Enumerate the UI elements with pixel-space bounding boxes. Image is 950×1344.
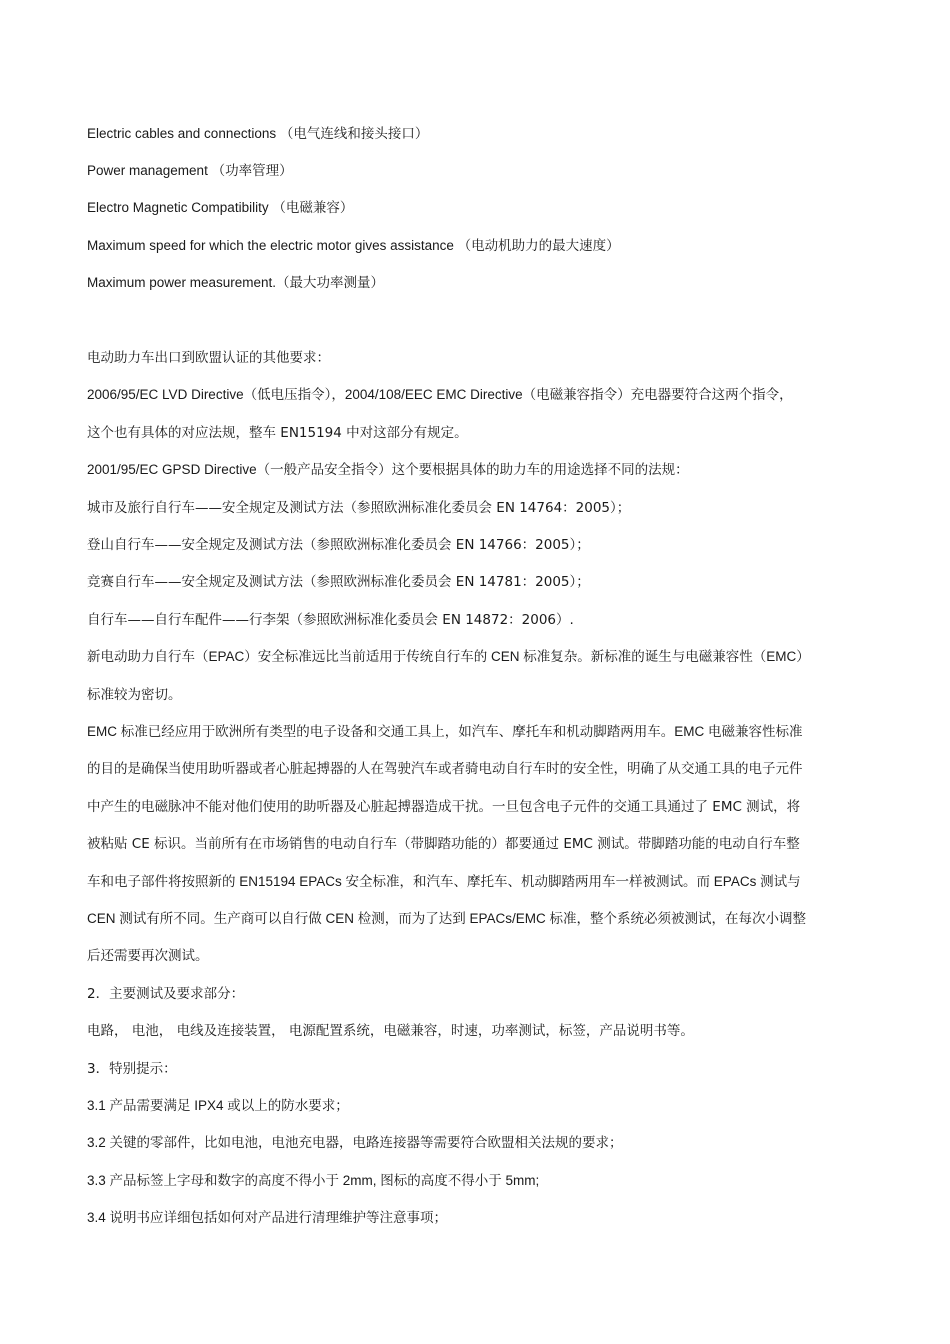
text-line-mountain-bike: 登山自行车——安全规定及测试方法（参照欧洲标准化委员会 EN 14766：2005）； xyxy=(87,537,590,553)
note-item-3-3: 3.3 产品标签上字母和数字的高度不得小于 2mm, 图标的高度不得小于 5mm; xyxy=(87,1173,540,1188)
section-heading-other-requirements: 电动助力车出口到欧盟认证的其他要求： xyxy=(87,350,330,366)
paragraph-emc-line-7: 后还需要再次测试。 xyxy=(87,948,209,964)
text-line-epac-standard-cont: 标准较为密切。 xyxy=(87,687,182,703)
text-line-luggage-rack: 自行车——自行车配件——行李架（参照欧洲标准化委员会 EN 14872：2006）. xyxy=(87,612,574,628)
paragraph-emc-line-5: 车和电子部件将按照新的 EN15194 EPACs 安全标准，和汽车、摩托车、机动脚踏两用车一样被测试。而 EPACs 测试与 xyxy=(87,874,801,889)
paragraph-emc-line-3: 中产生的电磁脉冲不能对他们使用的助听器及心脏起搏器造成干扰。一旦包含电子元件的交通工具通过了 EMC 测试，将 xyxy=(87,799,801,815)
text-line-city-bike: 城市及旅行自行车——安全规定及测试方法（参照欧洲标准化委员会 EN 14764：2005）； xyxy=(87,500,631,516)
text-line-en15194-note: 这个也有具体的对应法规，整车 EN15194 中对这部分有规定。 xyxy=(87,425,468,441)
note-item-3-1: 3.1 产品需要满足 IPX4 或以上的防水要求； xyxy=(87,1098,349,1113)
section-heading-special-notes: 3．特别提示： xyxy=(87,1061,177,1077)
text-line-lvd-emc-directive: 2006/95/EC LVD Directive（低电压指令），2004/108/EEC EMC Directive（电磁兼容指令）充电器要符合这两个指令， xyxy=(87,387,793,402)
paragraph-emc-line-4: 被粘贴 CE 标识。当前所有在市场销售的电动自行车（带脚踏功能的）都要通过 EMC 测试。带脚踏功能的电动自行车整 xyxy=(87,836,800,852)
text-line-emc: Electro Magnetic Compatibility （电磁兼容） xyxy=(87,200,354,215)
text-line-cables: Electric cables and connections （电气连线和接头接口） xyxy=(87,126,429,141)
paragraph-emc-line-6: CEN 测试有所不同。生产商可以自行做 CEN 检测，而为了达到 EPACs/EMC 标准，整个系统必须被测试，在每次小调整 xyxy=(87,911,807,926)
text-line-max-speed: Maximum speed for which the electric motor gives assistance （电动机助力的最大速度） xyxy=(87,238,620,253)
text-line-max-power: Maximum power measurement.（最大功率测量） xyxy=(87,275,385,290)
section-heading-main-tests: 2．主要测试及要求部分： xyxy=(87,986,245,1002)
text-line-gpsd-directive: 2001/95/EC GPSD Directive（一般产品安全指令）这个要根据具体的助力车的用途选择不同的法规： xyxy=(87,462,689,477)
paragraph-emc-line-1: EMC 标准已经应用于欧洲所有类型的电子设备和交通工具上，如汽车、摩托车和机动脚踏两用车。EMC 电磁兼容性标准 xyxy=(87,724,803,739)
note-item-3-2: 3.2 关键的零部件，比如电池，电池充电器，电路连接器等需要符合欧盟相关法规的要求； xyxy=(87,1135,623,1150)
text-line-racing-bike: 竞赛自行车——安全规定及测试方法（参照欧洲标准化委员会 EN 14781：2005）； xyxy=(87,574,590,590)
note-item-3-4: 3.4 说明书应详细包括如何对产品进行清理维护等注意事项； xyxy=(87,1210,448,1225)
text-line-power-management: Power management （功率管理） xyxy=(87,163,293,178)
text-line-test-items: 电路， 电池， 电线及连接装置， 电源配置系统，电磁兼容，时速，功率测试，标签，产品说明书等。 xyxy=(87,1023,694,1039)
paragraph-emc-line-2: 的目的是确保当使用助听器或者心脏起搏器的人在驾驶汽车或者骑电动自行车时的安全性，明确了从交通工具的电子元件 xyxy=(87,761,803,777)
text-line-epac-standard: 新电动助力自行车（EPAC）安全标准远比当前适用于传统自行车的 CEN 标准复杂。新标准的诞生与电磁兼容性（EMC） xyxy=(87,649,810,664)
